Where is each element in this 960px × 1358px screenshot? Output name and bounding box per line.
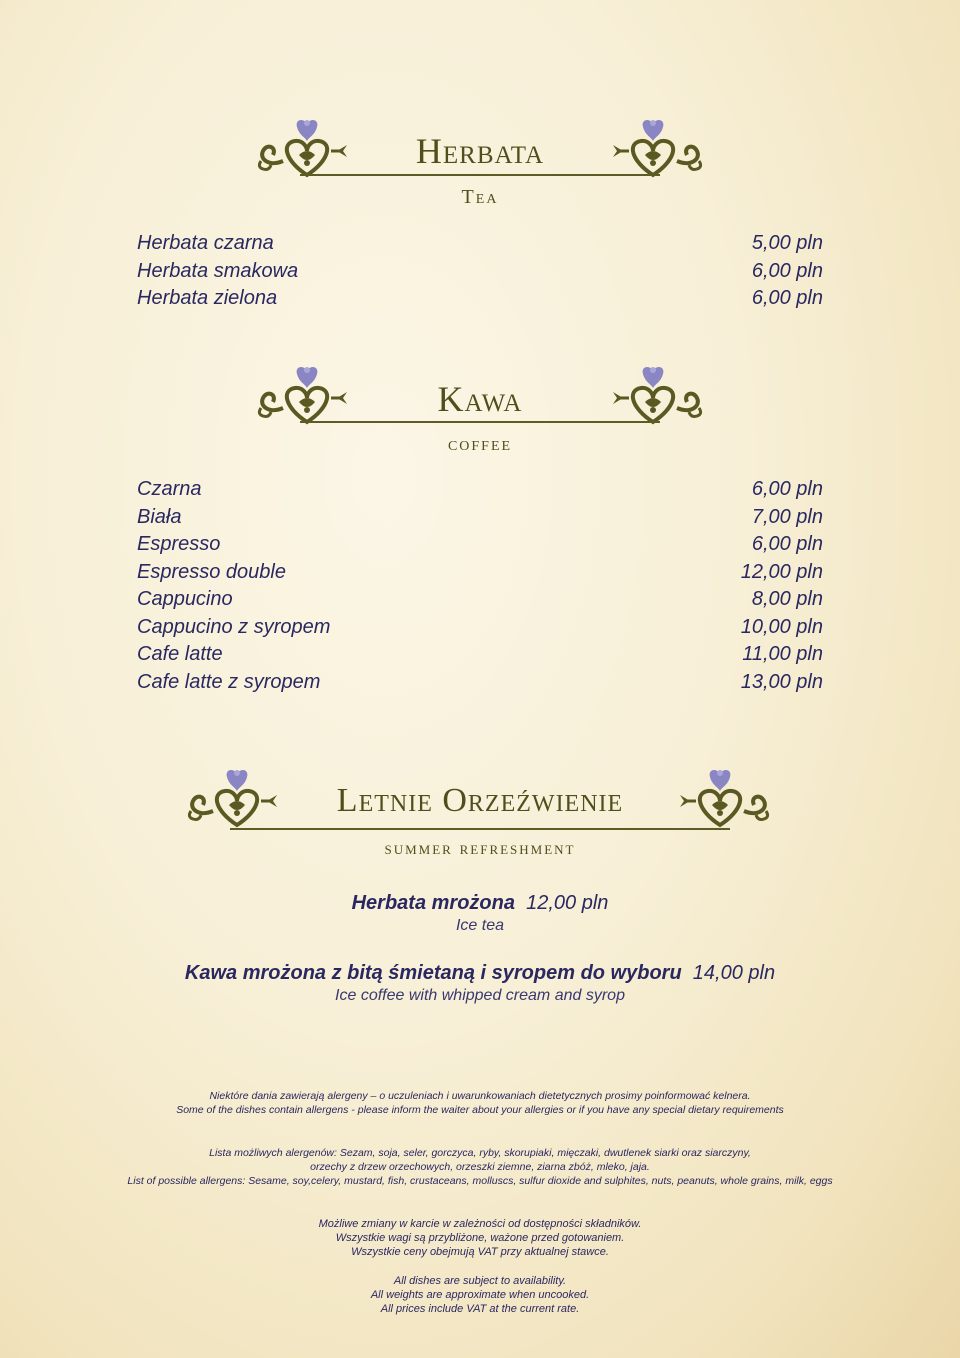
menu-item-price: 12,00 pln <box>740 560 823 583</box>
note-line: All weights are approximate when uncooked. <box>370 1289 590 1301</box>
menu-item-name: Cafe latte <box>137 643 223 665</box>
menu-item-price: 10,00 pln <box>740 615 823 638</box>
left-flourish-icon <box>185 765 285 830</box>
menu-item-price: 12,00 pln <box>526 892 609 914</box>
left-flourish-icon <box>255 115 355 180</box>
menu-item-name: Herbata zielona <box>137 287 278 309</box>
menu-item-price: 6,00 pln <box>751 533 823 555</box>
menu-item-name: Cappucino <box>137 588 233 610</box>
right-flourish-icon <box>672 765 772 830</box>
menu-item-price: 13,00 pln <box>740 670 823 693</box>
note-line: Możliwe zmiany w karcie w zależności od dostępności składników. <box>318 1218 642 1230</box>
menu-item-name: Cafe latte z syropem <box>137 670 321 693</box>
note-line: Wszystkie wagi są przybliżone, ważone przed gotowaniem. <box>335 1232 625 1244</box>
allergy-note-en: Some of the dishes contain allergens - please inform the waiter about your allergies or if you have any special dietary requirements <box>176 1104 784 1116</box>
menu-item-name: Czarna <box>137 478 202 500</box>
allergen-list-en: List of possible allergens: Sesame, soy,celery, mustard, fish, crustaceans, molluscs, sulfur dioxide and sulphites, nuts, peanuts, whole grains, milk, eggs <box>127 1175 833 1187</box>
menu-item-name: Espresso double <box>137 560 286 583</box>
menu-item-name: Herbata smakowa <box>137 259 299 282</box>
allergy-note-pl: Niektóre dania zawierają alergeny – o uczuleniach i uwarunkowaniach dietetycznych prosimy poinformować kelnera. <box>209 1090 751 1102</box>
menu-item-price: 6,00 pln <box>751 259 823 282</box>
menu-item-price: 11,00 pln <box>742 643 823 665</box>
menu-item-description: Ice tea <box>455 917 505 934</box>
menu-item-price: 7,00 pln <box>751 505 823 528</box>
allergen-list-pl: Lista możliwych alergenów: Sezam, soja, seler, gorczyca, ryby, skorupiaki, mięczaki, dwutlenek siarki oraz siarczyny, <box>209 1147 751 1159</box>
availability-note-pl <box>0 1217 960 1259</box>
tea-subtitle: Tea <box>461 186 499 208</box>
menu-item-name: Herbata czarna <box>137 232 274 254</box>
availability-note-en <box>0 1274 960 1316</box>
tea-item-names <box>137 230 298 313</box>
right-flourish-icon <box>605 362 705 427</box>
left-flourish-icon <box>255 362 355 427</box>
menu-item-name: Cappucino z syropem <box>137 615 331 638</box>
summer-divider <box>230 828 730 830</box>
menu-item-name: Kawa mrożona z bitą śmietaną i syropem do wyboru <box>184 962 682 984</box>
tea-title: Herbata <box>415 131 545 171</box>
menu-item-description: Ice coffee with whipped cream and syrop <box>335 987 625 1004</box>
note-line: Wszystkie ceny obejmują VAT przy aktualnej stawce. <box>351 1246 609 1258</box>
note-line: All prices include VAT at the current rate. <box>380 1303 580 1315</box>
summer-item <box>0 962 960 1005</box>
tea-item-prices <box>623 230 823 313</box>
coffee-divider <box>300 421 660 423</box>
allergen-list <box>0 1146 960 1188</box>
menu-item-name: Biała <box>137 505 182 528</box>
menu-item-name: Herbata mrożona <box>351 892 515 914</box>
menu-item-price: 5,00 pln <box>751 232 823 254</box>
coffee-title: Kawa <box>437 379 523 419</box>
tea-divider <box>300 174 660 176</box>
menu-item-price: 8,00 pln <box>751 588 823 610</box>
coffee-subtitle: coffee <box>447 433 513 455</box>
allergen-list-pl: orzechy z drzew orzechowych, orzeszki ziemne, ziarna zbóż, mleko, jaja. <box>310 1161 650 1173</box>
summer-subtitle: summer refreshment <box>384 838 576 859</box>
menu-item-name: Espresso <box>137 533 221 555</box>
allergy-note <box>0 1089 960 1117</box>
coffee-item-names <box>137 476 330 696</box>
right-flourish-icon <box>605 115 705 180</box>
coffee-item-prices <box>623 476 823 696</box>
menu-item-price: 6,00 pln <box>751 287 823 309</box>
note-line: All dishes are subject to availability. <box>393 1275 567 1287</box>
menu-item-price: 14,00 pln <box>692 962 776 984</box>
summer-title: Letnie Orzeźwienie <box>336 782 624 819</box>
summer-item <box>0 892 960 935</box>
menu-item-price: 6,00 pln <box>751 478 823 500</box>
